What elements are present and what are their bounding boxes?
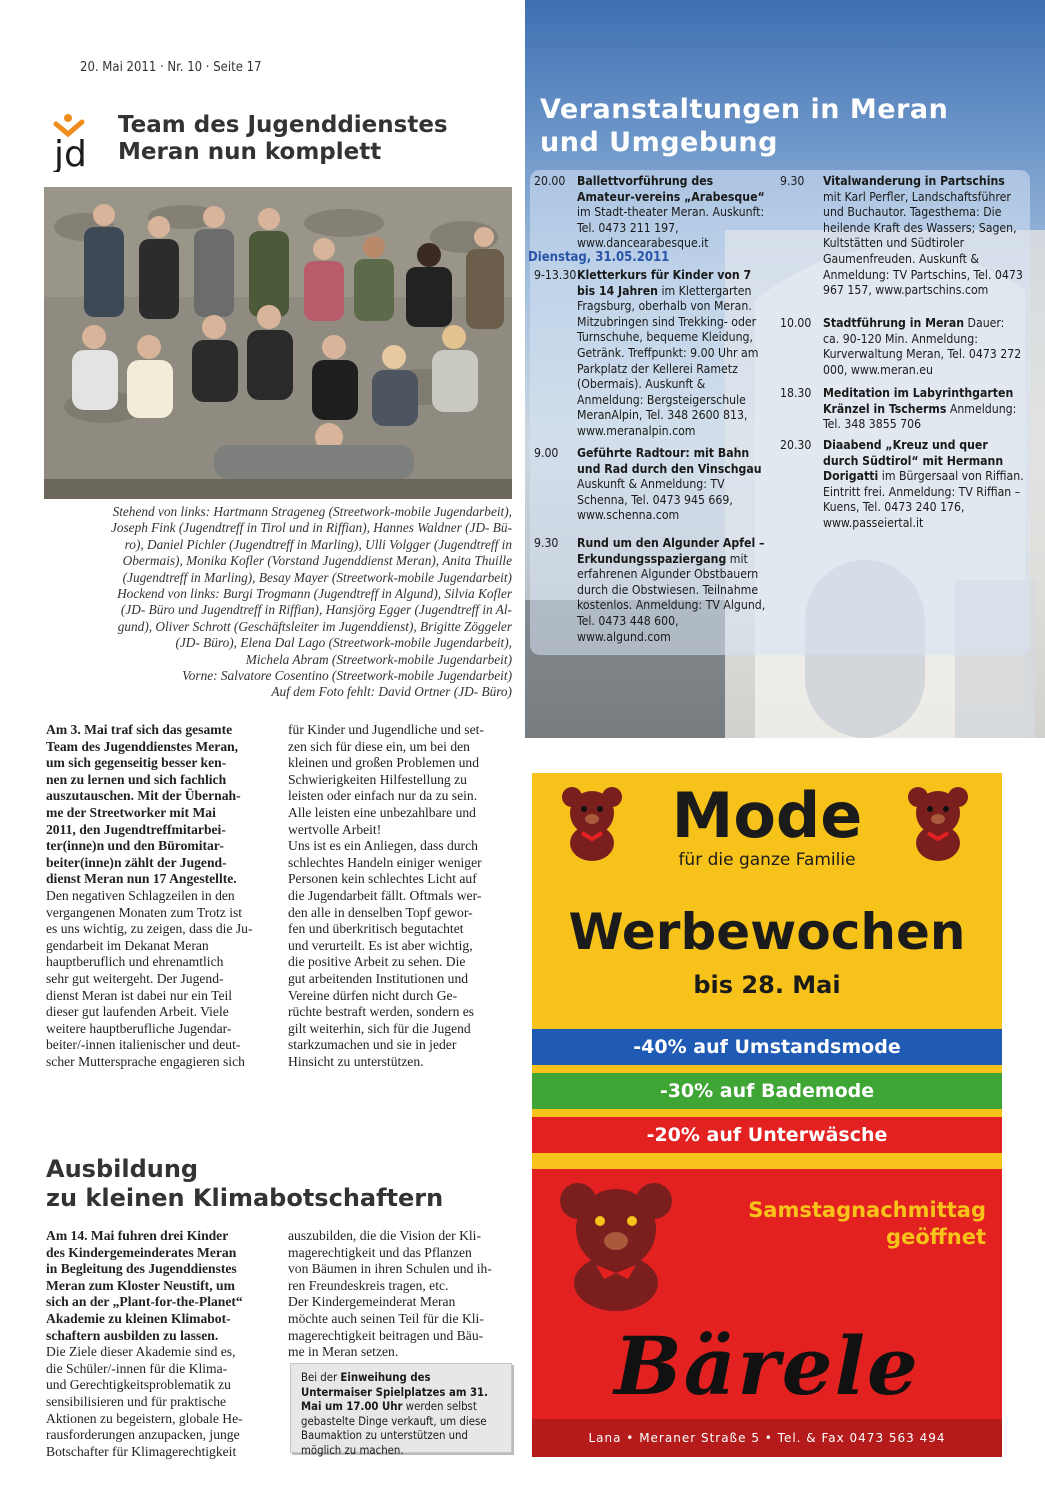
- text-line: Personen kein schlechtes Licht auf: [288, 871, 477, 887]
- event-time: 20.00: [534, 174, 566, 188]
- text-line: rausforderungen anzupacken, junge: [46, 1427, 240, 1443]
- ad-mode-heading: Mode: [671, 779, 863, 852]
- text-line: vergangenen Monaten zum Trotz ist: [46, 904, 243, 920]
- discount-band-bademode: -30% auf Bademode: [532, 1073, 1002, 1109]
- event-details: Dauer: ca. 90-120 Min. Anmeldung: Kurverwaltung Meran, Tel. 0473 272 000, www.meran.eu: [823, 316, 1022, 377]
- ad-date-range: bis 28. Mai: [693, 971, 841, 999]
- caption-line: (Jugendtreff in Marling), Besay Mayer (Streetwork-mobile Jugendarbeit): [122, 569, 512, 585]
- text-line: 2011, den Jugendtreffmitarbei-: [46, 821, 226, 837]
- event-item: [780, 316, 1024, 378]
- event-title: Rund um den Algunder Apfel – Erkundungsspaziergang: [577, 536, 765, 566]
- text-line: Am 14. Mai fuhren drei Kinder: [46, 1228, 229, 1243]
- text-line: Der Kindergemeinderat Meran: [288, 1294, 456, 1310]
- event-title: Meditation im Labyrinthgarten Kränzel in Tscherms: [823, 386, 1014, 416]
- text-line: es uns wichtig, zu zeigen, dass die Ju-: [46, 921, 253, 937]
- events-title-line1: Veranstaltungen in Meran: [540, 94, 949, 125]
- event-time: 9.30: [534, 536, 559, 550]
- text-line: möchte auch seinen Teil für die Kli-: [288, 1310, 484, 1326]
- text-line: Alle leisten eine unbezahlbare und: [288, 804, 476, 820]
- photo-caption: [40, 504, 512, 701]
- article2-title-line1: Ausbildung: [46, 1155, 199, 1183]
- text-line: in Begleitung des Jugenddienstes: [46, 1261, 237, 1277]
- text-line: Team des Jugenddienstes Meran,: [46, 738, 239, 754]
- text-line: Die Ziele dieser Akademie sind es,: [46, 1344, 236, 1360]
- text-line: ren Freundeskreis tragen, etc.: [288, 1277, 449, 1293]
- page-date-line: 20. Mai 2011 · Nr. 10 · Seite 17: [80, 60, 262, 75]
- text-line: Akademie zu kleinen Klimabot-: [46, 1310, 231, 1326]
- text-line: und verurteilt. Es ist aber wichtig,: [288, 937, 473, 953]
- text-line: me der Streetworker mit Mai: [46, 804, 216, 820]
- article1-title-line1: Team des Jugenddienstes: [118, 112, 448, 138]
- text-line: des Kindergemeinderates Meran: [46, 1244, 237, 1260]
- text-line: me in Meran setzen.: [288, 1344, 399, 1360]
- text-line: gilt weiterhin, sich für die Jugend: [288, 1020, 471, 1036]
- teddy-bear-icon: [556, 1181, 676, 1311]
- text-line: die Schüler/-innen für die Klima-: [46, 1360, 228, 1376]
- text-line: Hinsicht zu unterstützen.: [288, 1053, 424, 1069]
- text-line: sehr gut weitergeht. Der Jugend-: [46, 970, 224, 986]
- jd-logo-text: jd: [54, 134, 87, 172]
- note-text-pre: Bei der: [301, 1371, 341, 1384]
- article2-title: [46, 1155, 443, 1213]
- event-time: 18.30: [780, 386, 812, 400]
- jd-logo-dot: [64, 114, 72, 122]
- text-line: leisten oder einfach nur da zu sein.: [288, 788, 478, 804]
- note-text-bold: Einweihung des Untermaiser Spielplatzes am 31. Mai um 17.00 Uhr: [301, 1371, 488, 1414]
- event-item: [534, 268, 770, 440]
- caption-line: Joseph Fink (Jugendtreff in Tirol und in Riffian), Hannes Waldner (JD- Bü-: [110, 520, 512, 536]
- article1-column2: [288, 722, 514, 1070]
- text-line: auszubilden, die die Vision der Kli-: [288, 1228, 481, 1243]
- text-line: auszutauschen. Mit der Übernah-: [46, 788, 241, 804]
- text-line: Meran zum Kloster Neustift, um: [46, 1277, 235, 1293]
- text-line: magerechtigkeit beitragen und Bäu-: [288, 1327, 484, 1343]
- text-line: gut arbeitenden Institutionen und: [288, 970, 469, 986]
- event-details: im Stadt-theater Meran. Auskunft: Tel. 0473 211 197, www.dancearabesque.it: [577, 205, 765, 251]
- discount-band-umstandsmode: -40% auf Umstandsmode: [532, 1029, 1002, 1065]
- event-details: mit erfahrenen Algunder Obstbauern durch die Obstwiesen. Teilnahme kostenlos. Anmeldung: TV Algund, Tel. 0473 448 600, www.algund.com: [577, 551, 766, 644]
- text-line: nen zu lernen und sich fachlich: [46, 771, 227, 787]
- text-line: wertvolle Arbeit!: [288, 821, 382, 837]
- text-line: dienst Meran nun 17 Angestellte.: [46, 871, 237, 887]
- event-item: [780, 438, 1024, 532]
- event-item: [534, 536, 770, 645]
- text-line: hauptberuflich und ehrenamtlich: [46, 954, 224, 970]
- event-details: mit Karl Perfler, Landschaftsführer und Buchautor. Tagesthema: Die heilende Kraft des Wassers; Sagen, Kultstätten und Südtiroler Gaumenfreuden. Auskunft & Anmeldung: TV Partschins, Tel. 0473 967 157, www.partschins.com: [823, 189, 1023, 298]
- text-line: starkzumachen und sie in jeder: [288, 1037, 457, 1053]
- caption-line: (JD- Büro und Jugendtreff in Riffian), Hansjörg Egger (Jugendtreff in Al-: [120, 602, 512, 618]
- team-photo-illustration: [44, 187, 512, 499]
- article1-title-line2: Meran nun komplett: [118, 139, 382, 165]
- caption-line: Stehend von links: Hartmann Strageneg (Streetwork-mobile Jugendarbeit),: [112, 504, 512, 519]
- ad-opening-note: [682, 1197, 986, 1251]
- ad-opening-line1: Samstagnachmittag: [748, 1198, 986, 1222]
- ad-opening-line2: geöffnet: [886, 1225, 986, 1249]
- caption-line: Auf dem Foto fehlt: David Ortner (JD- Büro): [271, 684, 512, 700]
- text-line: zen sich für diese ein, um bei den: [288, 738, 470, 754]
- text-line: den alle in denselben Topf gewor-: [288, 904, 473, 920]
- event-time: 9-13.30: [534, 268, 577, 282]
- caption-line: (JD- Büro), Elena Dal Lago (Streetwork-mobile Jugendarbeit),: [175, 635, 512, 651]
- event-time: 20.30: [780, 438, 812, 452]
- ad-footer-address: Lana • Meraner Straße 5 • Tel. & Fax 0473 563 494: [588, 1431, 946, 1445]
- text-line: beiter/-innen italienischer und deut-: [46, 1037, 241, 1053]
- info-note-box: [290, 1363, 512, 1457]
- text-line: gendarbeit im Dekanat Meran: [46, 937, 209, 953]
- event-title: Stadtführung in Meran: [823, 316, 965, 330]
- text-line: scher Muttersprache engagieren sich: [46, 1053, 245, 1069]
- event-time: 9.30: [780, 174, 805, 188]
- event-title: Geführte Radtour: mit Bahn und Rad durch den Vinschgau: [577, 446, 762, 476]
- text-line: die Jugendarbeit fällt. Oftmals wer-: [288, 887, 482, 903]
- text-line: ter(inne)n und den Büromitar-: [46, 838, 224, 854]
- text-line: Botschafter für Klimagerechtigkeit: [46, 1443, 237, 1459]
- caption-line: gund), Oliver Schrott (Geschäftsleiter im Jugenddienst), Brigitte Zöggeler: [117, 618, 512, 634]
- caption-line: Michela Abram (Streetwork-mobile Jugendarbeit): [245, 651, 512, 667]
- text-line: fen und überkritisch begutachtet: [288, 921, 464, 937]
- event-item: [780, 174, 1024, 299]
- text-line: weitere hauptberufliche Jugendar-: [46, 1020, 232, 1036]
- text-line: Uns ist es ein Anliegen, dass durch: [288, 838, 478, 854]
- discount-band-unterwaesche: -20% auf Unterwäsche: [532, 1117, 1002, 1153]
- text-line: Schwierigkeiten Hilfestellung zu: [288, 771, 467, 787]
- event-details: Anmeldung: Tel. 348 3855 706: [823, 401, 1017, 432]
- events-title: [540, 93, 948, 159]
- text-line: schaftern ausbilden zu lassen.: [46, 1327, 219, 1343]
- ad-mode-subheading: für die ganze Familie: [678, 850, 856, 870]
- article2-title-line2: zu kleinen Klimabotschaftern: [46, 1184, 444, 1212]
- advertisement-baerele: [532, 773, 1002, 1457]
- text-line: von Bäumen in ihren Schulen und ih-: [288, 1261, 492, 1277]
- event-item: [780, 386, 1024, 433]
- jd-logo: [48, 110, 110, 172]
- event-details: im Bürgersaal von Riffian. Eintritt frei. Anmeldung: TV Riffian – Kuens, Tel. 0473 240 176, www.passeiertal.it: [823, 469, 1024, 530]
- text-line: Den negativen Schlagzeilen in den: [46, 887, 235, 903]
- article1-column1: [46, 722, 270, 1070]
- event-details: im Klettergarten Fragsburg, oberhalb von Meran. Mitzubringen sind Trekking- oder Turnschuhe, bequeme Kleidung, Getränk. Treffpunkt: 9.00 Uhr am Parkplatz der Kellerei Rametz (Obermais). Auskunft & Anmeldung: Bergsteigerschule MeranAlpin, Tel. 348 2600 813, www.meranalpin.com: [577, 283, 759, 438]
- caption-line: Vorne: Salvatore Cosentino (Streetwork-mobile Jugendarbeit): [182, 668, 512, 684]
- text-line: dieser gut laufenden Arbeit. Viele: [46, 1004, 229, 1020]
- text-line: magerechtigkeit und das Pflanzen: [288, 1244, 472, 1260]
- text-line: rüchte bestraft werden, sondern es: [288, 1004, 475, 1020]
- event-details: Auskunft & Anmeldung: TV Schenna, Tel. 0473 945 669, www.schenna.com: [577, 477, 733, 523]
- ad-brand-name: Bärele: [614, 1319, 920, 1413]
- note-text-post: werden selbst gebastelte Dinge verkauft, um diese Baumaktion zu unterstützen und möglich zu machen.: [301, 1400, 487, 1457]
- text-line: sich an der „Plant-for-the-Planet“: [46, 1294, 243, 1310]
- ad-werbewochen: Werbewochen: [568, 903, 966, 961]
- ad-footer-bar: [532, 1419, 1002, 1457]
- ad-lower-section: [532, 1169, 1002, 1457]
- article2-column1: [46, 1228, 270, 1460]
- text-line: kleinen und großen Problemen und: [288, 755, 480, 771]
- event-title: Ballettvorführung des Amateur-vereins „Arabesque“: [577, 174, 765, 204]
- article2-column2: [288, 1228, 514, 1361]
- text-line: und Gerechtigkeitsproblematik zu: [46, 1377, 231, 1393]
- text-line: Aktionen zu begeistern, globale He-: [46, 1410, 243, 1426]
- event-time: 10.00: [780, 316, 812, 330]
- text-line: für Kinder und Jugendliche und set-: [288, 722, 484, 737]
- text-line: um sich gegenseitig besser ken-: [46, 755, 227, 771]
- text-line: Am 3. Mai traf sich das gesamte: [46, 722, 233, 737]
- text-line: schlechtes Handeln einiger weniger: [288, 854, 482, 870]
- event-time: 9.00: [534, 446, 559, 460]
- event-title: Kletterkurs für Kinder von 7 bis 14 Jahren: [577, 268, 752, 298]
- text-line: beiter(inne)n zählt der Jugend-: [46, 854, 227, 870]
- text-line: sensibilisieren und für praktische: [46, 1393, 227, 1409]
- text-line: die positive Arbeit zu sehen. Die: [288, 954, 466, 970]
- jd-logo-figure: [56, 122, 82, 134]
- text-line: dienst Meran ist dabei nur ein Teil: [46, 987, 233, 1003]
- caption-line: Obermais), Monika Kofler (Vorstand Jugenddienst Meran), Anita Thuille: [122, 553, 512, 569]
- event-item: [534, 174, 770, 252]
- text-line: Vereine dürfen nicht durch Ge-: [288, 987, 458, 1003]
- team-photo: [44, 187, 512, 499]
- article1-title: [118, 112, 448, 166]
- events-title-line2: und Umgebung: [540, 127, 778, 158]
- events-date-heading: Dienstag, 31.05.2011: [528, 250, 670, 265]
- event-title: Diaabend „Kreuz und quer durch Südtirol“ mit Hermann Dorigatti: [823, 438, 1004, 484]
- caption-line: Hockend von links: Burgi Trogmann (Jugendtreff in Algund), Silvia Kofler: [117, 586, 512, 602]
- event-title: Vitalwanderung in Partschins: [823, 174, 1005, 188]
- event-item: [534, 446, 770, 524]
- caption-line: ro), Daniel Pichler (Jugendtreff in Marling), Ulli Volgger (Jugendtreff in: [124, 536, 512, 552]
